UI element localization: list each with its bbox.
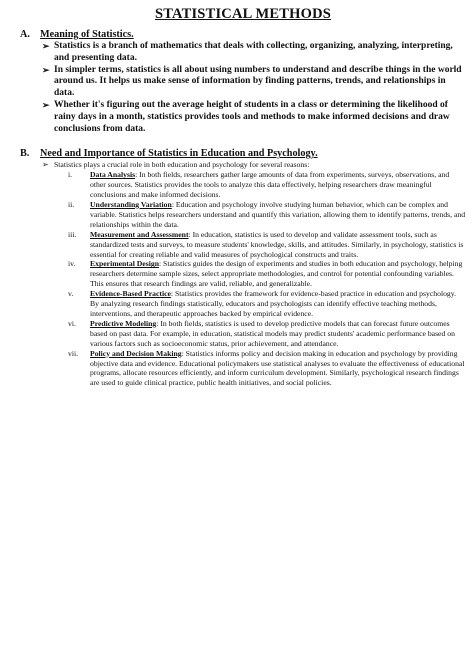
item-number: ii. xyxy=(68,200,75,209)
item-number: iv. xyxy=(68,259,76,269)
item-heading: Predictive Modeling xyxy=(90,318,157,328)
section-a-bullet xyxy=(42,65,466,100)
item-text: : Education and psychology involve studying human behavior, which can be complex and variable. Statistics helps researchers understand and quantify this variation, allowing them to identify patterns, trends, and relationships within the data. xyxy=(90,200,466,229)
section-b-title: Need and Importance of Statistics in Education and Psychology. xyxy=(40,148,318,160)
item-heading: Experimental Design xyxy=(90,259,159,269)
arrow-bullet-icon: ➢ xyxy=(42,160,49,170)
item-heading: Measurement and Assessment xyxy=(90,229,189,239)
arrow-bullet-icon: ➢ xyxy=(42,64,50,75)
list-item xyxy=(68,319,466,349)
section-b-letter: B. xyxy=(20,148,30,160)
section-a-bullet xyxy=(42,41,466,65)
list-item xyxy=(68,230,466,260)
page-title: STATISTICAL METHODS xyxy=(154,6,332,22)
item-number: vi. xyxy=(68,318,76,328)
section-a-heading xyxy=(20,28,466,41)
item-heading: Policy and Decision Making xyxy=(90,348,182,358)
item-heading: Understanding Variation xyxy=(90,200,172,209)
item-number: iii. xyxy=(68,229,77,239)
item-text: : In both fields, statistics is used to develop predictive models that can forecast future outcomes based on past data. For example, in education, statistical models may predict students' academic performance based on various factors such as socioeconomic status, prior achievement, and attendance. xyxy=(90,318,455,348)
list-item xyxy=(68,289,466,319)
section-a-bullet xyxy=(42,100,466,135)
list-item xyxy=(68,200,466,230)
arrow-bullet-icon: ➢ xyxy=(42,41,50,51)
item-text: : In education, statistics is used to develop and validate assessment tools, such as standardized tests and surveys, to measure students' knowledge, skills, and attitudes. Similarly, in psychology, statistics is essential for creating reliable and valid measures of psychological constructs and traits. xyxy=(90,229,464,259)
section-a-title: Meaning of Statistics. xyxy=(40,29,134,40)
list-item xyxy=(68,259,466,289)
item-number: v. xyxy=(68,289,74,299)
bullet-text: Statistics is a branch of mathematics that deals with collecting, organizing, analyzing, interpreting, and presenting data. xyxy=(54,41,453,63)
arrow-bullet-icon: ➢ xyxy=(42,99,50,110)
item-number: vii. xyxy=(68,348,79,358)
section-b-intro xyxy=(42,160,466,170)
intro-text: Statistics plays a crucial role in both education and psychology for several reasons: xyxy=(54,160,310,170)
bullet-text: Whether it's figuring out the average height of students in a class or determining the likelihood of rainy days in a month, statistics provides tools and methods to make informed decisions and draw conclusions from data. xyxy=(54,99,450,134)
item-text: : Statistics guides the design of experiments and studies in both education and psychology, helping researchers determine sample sizes, select appropriate methodologies, and control for potential confounding variables. This ensures that research findings are valid, reliable, and generalizable. xyxy=(90,259,463,289)
list-item xyxy=(68,349,466,389)
item-number: i. xyxy=(68,170,73,180)
bullet-text: In simpler terms, statistics is all about using numbers to understand and describe things in the world around us. It helps us make sense of information by finding patterns, trends, and relationships in data. xyxy=(54,64,462,99)
section-b-heading xyxy=(20,147,466,160)
item-text: : Statistics provides the framework for evidence-based practice in education and psychology. By analyzing research findings statistically, educators and psychologists can identify effective teaching methods, interventions, and therapeutic approaches backed by empirical evidence. xyxy=(90,289,457,318)
section-b xyxy=(20,147,466,388)
section-a xyxy=(20,28,466,135)
item-text: : Statistics informs policy and decision making in education and psychology by providing objective data and evidence. Educational policymakers use statistical analyses to evaluate the effectiveness of educational programs, allocate resources efficiently, and inform curriculum development. Similarly, psychological research findings are used to guide clinical practice, public health initiatives, and social policies. xyxy=(90,348,465,388)
item-heading: Data Analysis xyxy=(90,170,136,180)
item-heading: Evidence-Based Practice xyxy=(90,289,171,299)
list-item xyxy=(68,170,466,200)
section-a-letter: A. xyxy=(20,29,30,40)
item-text: : In both fields, researchers gather large amounts of data from experiments, surveys, observations, and other sources. Statistics provides the tools to analyze this data effectively, helping researchers draw meaningful conclusions and make informed decisions. xyxy=(90,170,450,200)
